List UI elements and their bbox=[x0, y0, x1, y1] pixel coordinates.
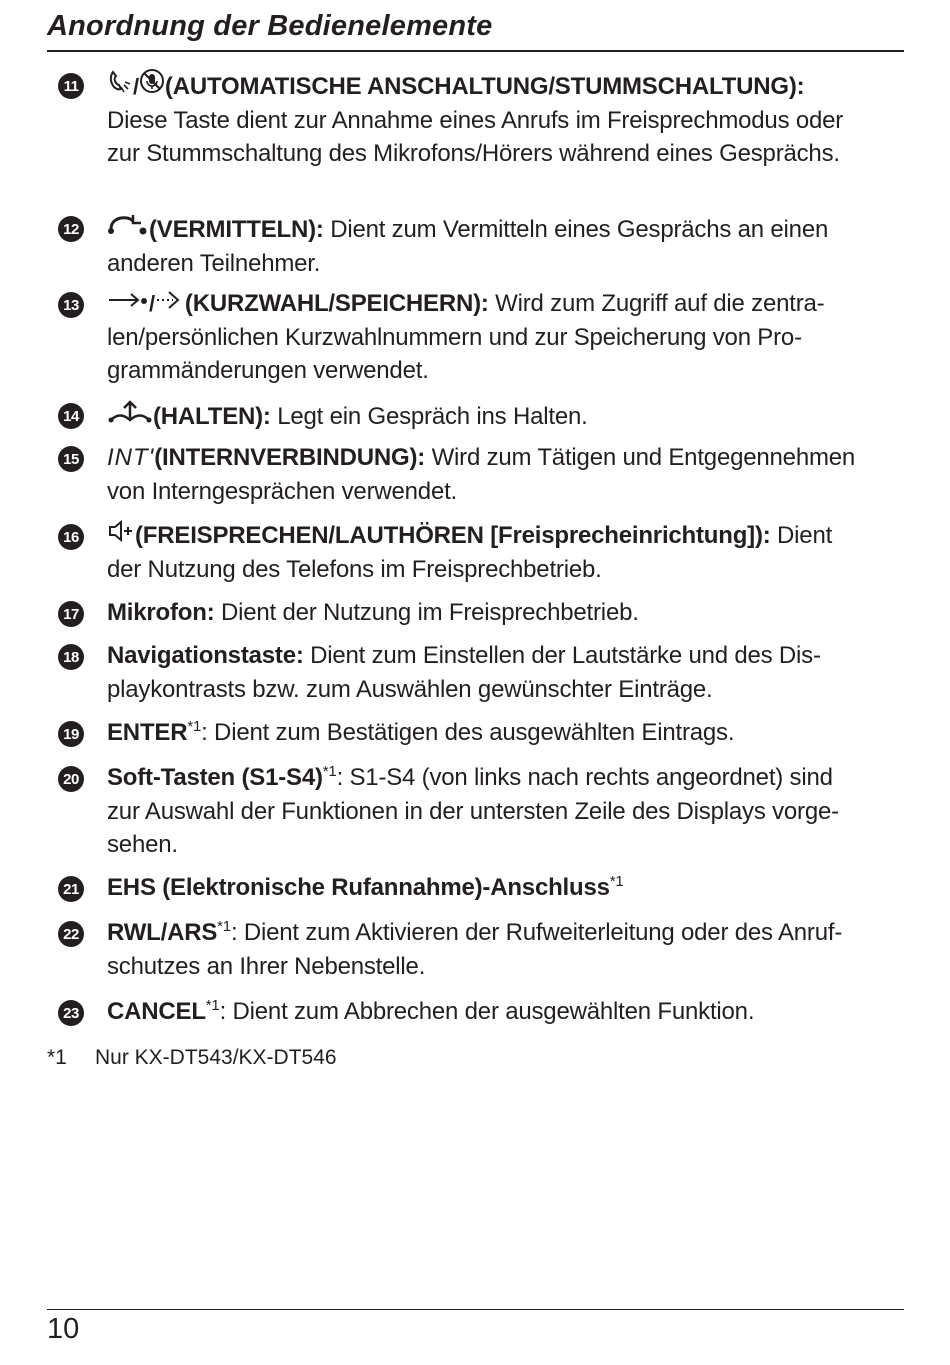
item-text bbox=[107, 639, 867, 706]
speakerphone-icon bbox=[107, 519, 135, 553]
item-number: 17 bbox=[58, 601, 84, 627]
item-description: : Dient zum Abbrechen der ausgewählten Funktion. bbox=[219, 998, 755, 1025]
item-description: Dient der Nutzung im Freisprechbetrieb. bbox=[220, 599, 639, 626]
handsfree-answer-icon bbox=[107, 68, 133, 104]
speed-dial-icon bbox=[107, 287, 149, 321]
item-text bbox=[107, 716, 867, 750]
item-number: 18 bbox=[58, 644, 84, 670]
footnote-mark: *1 bbox=[47, 1046, 67, 1069]
footnote-ref: *1 bbox=[217, 918, 231, 935]
item-label: (AUTOMATISCHE ANSCHALTUNG/STUMMSCHALTUNG): bbox=[164, 73, 805, 100]
item-description: Dient zum Vermitteln eines Gesprächs an einen anderen Teilnehmer. bbox=[107, 216, 829, 277]
item-description: Wird zum Tätigen und Entgegennehmen von Interngesprächen verwendet. bbox=[107, 444, 856, 505]
item-label: (VERMITTELN): bbox=[149, 216, 324, 243]
footnote-ref: *1 bbox=[205, 997, 220, 1014]
item-number: 12 bbox=[58, 216, 84, 242]
footnote-text: Nur KX-DT543/KX-DT546 bbox=[95, 1046, 337, 1069]
item-number: 21 bbox=[58, 876, 84, 902]
item-number: 13 bbox=[58, 292, 84, 318]
item-text bbox=[107, 519, 867, 586]
item-label: (INTERNVERBINDUNG): bbox=[154, 444, 426, 471]
item-description: : Dient zum Bestätigen des ausgewählten Eintrags. bbox=[201, 719, 735, 746]
item-label: EHS (Elektronische Rufannahme)-Anschluss bbox=[107, 874, 610, 901]
item-description: : Dient zum Aktivieren der Rufweiterleitung oder des Anrufschutzes an Ihrer Nebenstelle. bbox=[107, 919, 843, 980]
item-number: 19 bbox=[58, 721, 84, 747]
item-label: (FREISPRECHEN/LAUTHÖREN [Freisprecheinrichtung]): bbox=[135, 522, 771, 549]
item-label: RWL/ARS bbox=[107, 919, 218, 946]
item-description: Legt ein Gespräch ins Halten. bbox=[277, 403, 588, 430]
mute-icon bbox=[139, 68, 165, 104]
item-label: Soft-Tasten (S1-S4) bbox=[107, 764, 323, 791]
footer-divider bbox=[47, 1309, 904, 1310]
footnote-ref: *1 bbox=[609, 873, 624, 890]
footnote-ref: *1 bbox=[322, 763, 337, 780]
item-description: Wird zum Zugriff auf die zentralen/persönlichen Kurzwahlnummern und zur Speicherung von Programmänderungen verwendet. bbox=[107, 290, 825, 384]
item-number: 16 bbox=[58, 524, 84, 550]
item-text bbox=[107, 441, 867, 508]
item-text bbox=[107, 761, 867, 862]
item-text bbox=[107, 211, 867, 280]
item-description: Dient zum Einstellen der Lautstärke und des Displaykontrasts bzw. zum Auswählen gewünschter Einträge. bbox=[107, 642, 821, 703]
item-label: Mikrofon: bbox=[107, 599, 215, 626]
item-description: Dient der Nutzung des Telefons im Freisprechbetrieb. bbox=[107, 522, 833, 583]
item-description: Diese Taste dient zur Annahme eines Anrufs im Freisprechmodus oder zur Stummschaltung des Mikrofons/Hörers während eines Gesprächs. bbox=[107, 106, 844, 167]
save-icon bbox=[155, 287, 185, 321]
item-text: /(AUTOMATISCHE ANSCHALTUNG/STUMMSCHALTUNG): Diese Taste dient zur Annahme eines Anrufs im Freisprechmodus oder zur Stummschaltung des Mikrofons/Hörers während eines Gesprächs. bbox=[107, 68, 867, 171]
item-description: : S1-S4 (von links nach rechts angeordnet) sind zur Auswahl der Funktionen in der untersten Zeile des Displays vorgesehen. bbox=[107, 764, 840, 858]
item-number: 23 bbox=[58, 1000, 84, 1026]
item-label: (KURZWAHL/SPEICHERN): bbox=[184, 290, 489, 317]
hold-icon bbox=[107, 398, 153, 434]
item-label: (HALTEN): bbox=[153, 403, 271, 430]
item-text bbox=[107, 398, 867, 434]
intercom-icon: INT' bbox=[107, 444, 155, 471]
item-text bbox=[107, 871, 867, 905]
item-number: 15 bbox=[58, 446, 84, 472]
transfer-icon bbox=[107, 211, 149, 247]
item-label: ENTER bbox=[107, 719, 188, 746]
item-number: 22 bbox=[58, 921, 84, 947]
item-text bbox=[107, 995, 867, 1029]
item-label: CANCEL bbox=[107, 998, 206, 1025]
page-title: Anordnung der Bedienelemente bbox=[47, 10, 493, 42]
item-text bbox=[107, 916, 867, 983]
item-label: Navigationstaste: bbox=[107, 642, 304, 669]
item-text bbox=[107, 596, 867, 630]
item-text: / (KURZWAHL/SPEICHERN): Wird zum Zugriff auf die zentralen/persönlichen Kurzwahlnummern und zur Speicherung von Programmänderungen verwendet. bbox=[107, 287, 867, 388]
item-number: 14 bbox=[58, 403, 84, 429]
page-number: 10 bbox=[47, 1313, 80, 1345]
footnote-ref: *1 bbox=[187, 718, 202, 735]
item-number: 20 bbox=[58, 766, 84, 792]
item-number: 11 bbox=[58, 73, 84, 99]
